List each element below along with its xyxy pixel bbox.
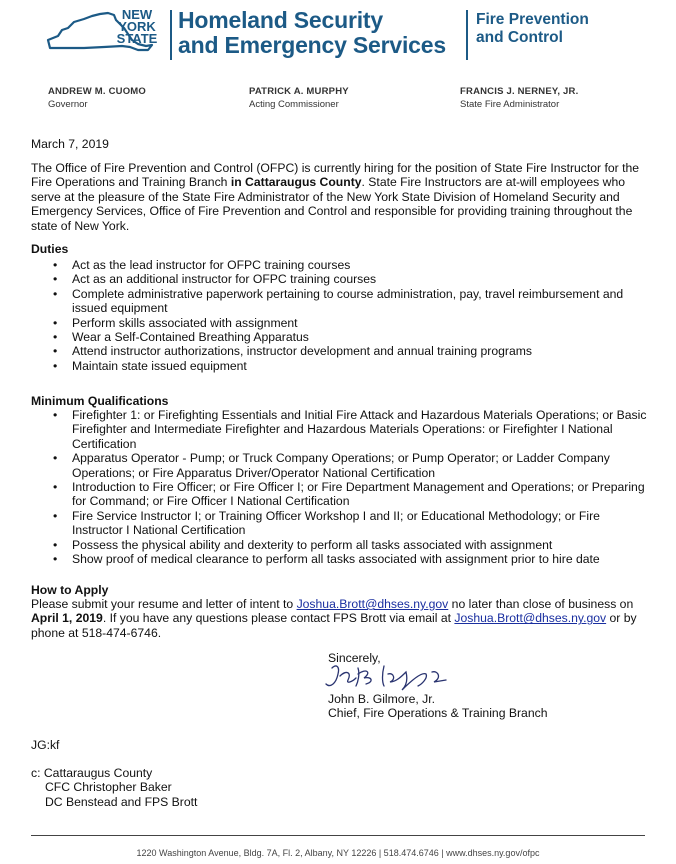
email-link[interactable]: Joshua.Brott@dhses.ny.gov [296,597,449,611]
signature-block [328,692,628,721]
list-item: • Perform skills associated with assignment [53,316,653,330]
ny-state-logo-text [108,9,166,45]
apply-text: or by phone at 518-474-6746. [31,611,637,640]
list-item: • Apparatus Operator - Pump; or Truck Company Operations; or Pump Operator; or Ladder Company Operations; or Fire Apparatus Driver/Operator National Certification [53,451,653,480]
official-governor [48,85,146,111]
list-item: • Show proof of medical clearance to perform all tasks associated with assignment prior to hire date [53,552,653,566]
apply-paragraph [31,597,651,640]
official-commissioner [249,85,349,111]
signer-title: Chief, Fire Operations & Training Branch [328,706,548,721]
cc-line: c: Cattaraugus County [31,766,153,780]
header-divider [170,10,172,60]
ny-logo-word: STATE [116,31,158,46]
official-title: Acting Commissioner [249,99,339,110]
duties-heading: Duties [31,242,69,256]
apply-text: Please submit your resume and letter of intent to [31,597,297,611]
list-item: • Possess the physical ability and dexterity to perform all tasks associated with assignment [53,538,653,552]
division-name [476,11,589,47]
official-name: FRANCIS J. NERNEY, JR. [460,86,579,97]
list-item: • Act as the lead instructor for OFPC training courses [53,258,653,272]
signer-name: John B. Gilmore, Jr. [328,692,436,706]
intro-location: in Cattaraugus County [230,175,362,190]
ny-logo-word: NEW [121,7,153,22]
letterhead [0,0,676,130]
qualifications-list [53,408,653,566]
division-name-line2: and Control [476,29,563,46]
email-link[interactable]: Joshua.Brott@dhses.ny.gov [454,611,607,626]
intro-text: . State Fire Instructors are at-will employees who serve at the pleasure of the State Fire Administrator of the New York State Division of Homeland Security and Emergency Services, Office of Fire Prevention and Control and responsible for providing training throughout the state of New York. [31,175,633,233]
agency-name-line2: and Emergency Services [178,32,446,58]
footer-address: 1220 Washington Avenue, Bldg. 7A, Fl. 2, Albany, NY 12226 | 518.474.6746 | www.dhses.ny.gov/ofpc [136,848,540,858]
duties-list [53,258,653,373]
handwritten-signature [322,660,472,694]
apply-text: . If you have any questions please contact FPS Brott via email at [102,611,455,626]
division-name-line1: Fire Prevention [476,11,589,28]
apply-text: no later than close of business on [448,597,634,611]
footer-divider [31,835,645,836]
list-item: • Act as an additional instructor for OFPC training courses [53,272,653,286]
list-item: • Complete administrative paperwork pertaining to course administration, pay, travel reimbursement and issued equipment [53,287,653,316]
official-name: ANDREW M. CUOMO [48,86,146,97]
list-item: • Introduction to Fire Officer; or Fire Officer I; or Fire Department Management and Operations; or Preparing for Command; or Fire Officer I National Certification [53,480,653,509]
cc-line: CFC Christopher Baker [45,780,172,795]
list-item: • Attend instructor authorizations, instructor development and annual training programs [53,344,653,358]
cc-list [31,766,197,809]
agency-name-line1: Homeland Security [178,7,383,33]
intro-paragraph [31,161,651,233]
official-administrator [460,85,578,111]
qualifications-heading: Minimum Qualifications [31,394,169,408]
apply-deadline: April 1, 2019 [31,611,103,626]
list-item: • Wear a Self-Contained Breathing Apparatus [53,330,653,344]
list-item: • Fire Service Instructor I; or Training Officer Workshop I and II; or Educational Methodology; or Fire Instructor I National Certification [53,509,653,538]
list-item: • Firefighter 1: or Firefighting Essentials and Initial Fire Attack and Hazardous Materials Operations; or Basic Firefighter and Intermediate Firefighter and Hazardous Materials Operations: or Firefighter I National Certification [53,408,653,451]
reference-initials: JG:kf [31,738,60,752]
apply-heading: How to Apply [31,583,109,597]
official-title: State Fire Administrator [460,99,560,110]
intro-text: The Office of Fire Prevention and Control (OFPC) is currently hiring for the position of State Fire Instructor for the Fire Operations and Training Branch [31,161,640,190]
ny-logo-word: YORK [118,19,156,34]
agency-name [178,8,446,58]
official-title: Governor [48,99,88,110]
letter-date: March 7, 2019 [31,137,109,151]
official-name: PATRICK A. MURPHY [249,86,349,97]
list-item: • Maintain state issued equipment [53,359,653,373]
closing: Sincerely, [328,651,381,665]
header-divider [466,10,468,60]
cc-line: DC Benstead and FPS Brott [45,794,198,809]
